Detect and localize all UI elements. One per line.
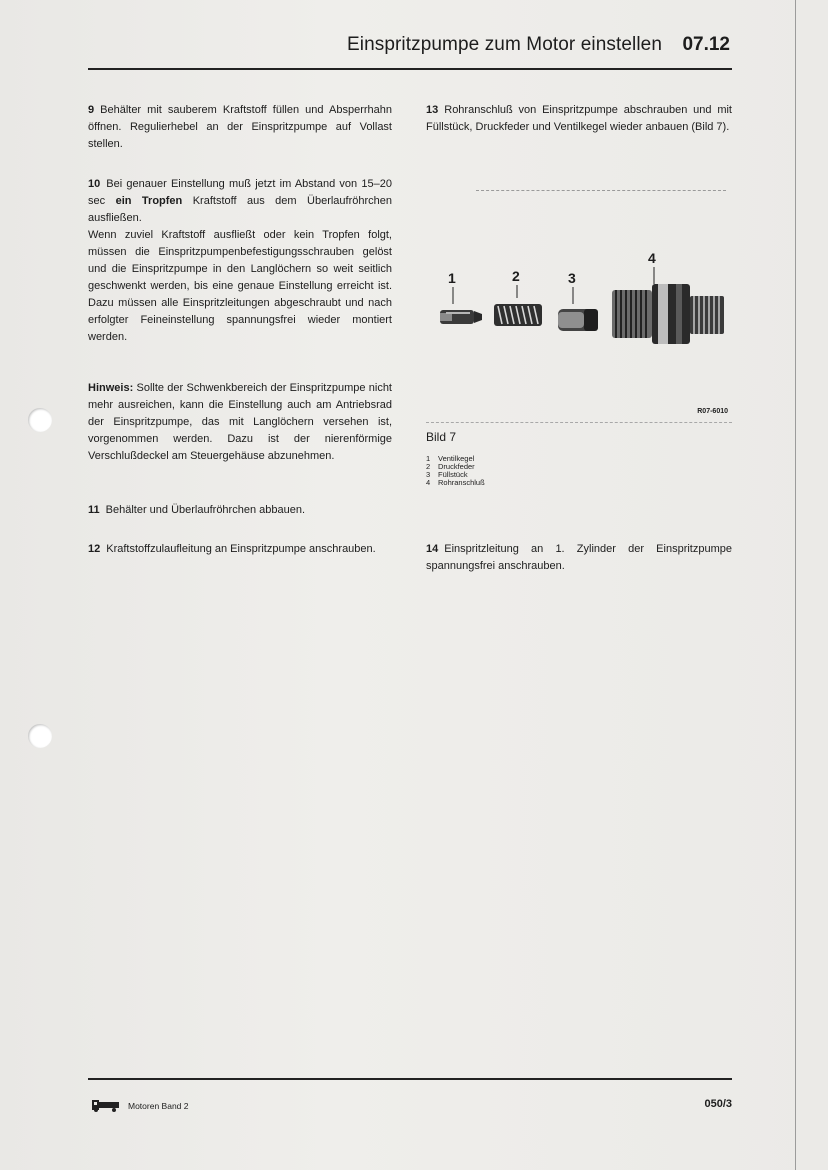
figure-label-2: 2 — [512, 268, 520, 284]
figure-legend — [426, 455, 485, 487]
figure-label-1: 1 — [448, 270, 456, 286]
pipe-union-part — [612, 284, 724, 344]
legend-item: 1 Ventilkegel — [426, 454, 475, 463]
compression-spring-part — [494, 304, 542, 326]
hinweis-note: Hinweis: Sollte der Schwenkbereich der Einspritzpumpe nicht mehr ausreichen, kann die Einstellung auch am Antriebsrad der Einspritzpumpe, das mit Langlöchern versehen ist, vorgenommen werden. Dazu ist der nierenförmige Verschlußdeckel am Steuergehäuse abzunehmen. — [88, 382, 392, 462]
punch-hole-upper — [28, 408, 52, 432]
filler-piece-part — [558, 309, 598, 331]
figure-caption: Bild 7 — [426, 430, 457, 444]
step-13: 13 Rohranschluß von Einspritzpumpe abschrauben und mit Füllstück, Druckfeder und Ventilkegel wieder anbauen (Bild 7). — [426, 104, 732, 133]
figure-label-4: 4 — [648, 250, 656, 266]
figure-code: R07-6010 — [697, 408, 728, 415]
section-number: 07.12 — [682, 34, 730, 55]
step-10: 10 Bei genauer Einstellung muß jetzt im Abstand von 15–20 sec ein Tropfen Kraftstoff aus dem Überlaufröhrchen ausfließen. Wenn zuviel Kraftstoff ausfließt oder kein Tropfen folgt, müssen die Einspritzpumpenbefestigungsschrauben gelöst und die Einspritzpumpe in den Langlöchern so weit seitlich geschwenkt werden, bis eine genaue Einstellung erreicht ist. Dazu müssen alle Einspritzleitungen abgeschraubt und nach erfolgter Feineinstellung spannungsfrei wieder montiert werden. — [88, 178, 393, 343]
parts-illustration — [426, 186, 732, 426]
header-rule — [88, 68, 732, 70]
step-9: 9 Behälter mit sauberem Kraftstoff füllen und Absperrhahn öffnen. Regulierhebel an der Einspritzpumpe auf Vollast stellen. — [88, 104, 392, 150]
page-header — [88, 30, 732, 66]
punch-hole-lower — [28, 724, 52, 748]
legend-item: 2 Druckfeder — [426, 462, 475, 471]
figure-bild-7 — [426, 186, 732, 426]
step-12: 12 Kraftstoffzulaufleitung an Einspritzpumpe anschrauben. — [88, 543, 376, 555]
truck-logo-icon — [92, 1098, 120, 1112]
footer-book-title: Motoren Band 2 — [128, 1101, 189, 1111]
page-edge-line — [795, 0, 796, 1170]
footer-rule — [88, 1078, 732, 1080]
step-14: 14 Einspritzleitung an 1. Zylinder der Einspritzpumpe spannungsfrei anschrauben. — [426, 543, 732, 572]
legend-item: 4 Rohranschluß — [426, 478, 485, 487]
figure-bottom-dashes — [426, 422, 732, 423]
step-11: 11 Behälter und Überlaufröhrchen abbauen. — [88, 504, 306, 516]
legend-item: 3 Füllstück — [426, 470, 468, 479]
figure-label-3: 3 — [568, 270, 576, 286]
footer-page-number: 050/3 — [704, 1098, 732, 1110]
valve-cone-part — [440, 310, 482, 324]
page-title: Einspritzpumpe zum Motor einstellen — [346, 34, 662, 55]
